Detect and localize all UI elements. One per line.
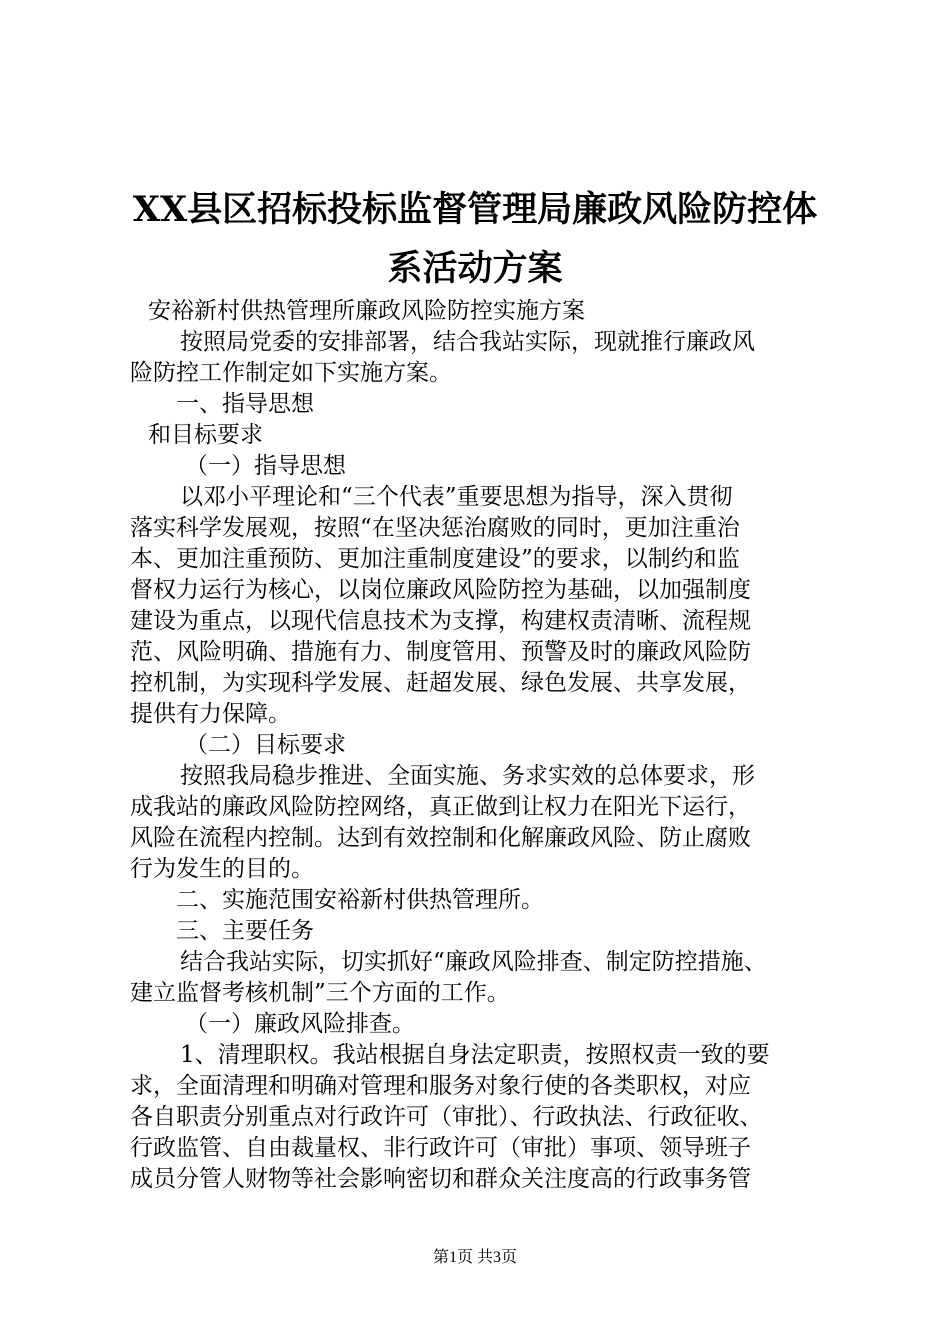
body-line: 落实科学发展观，按照“在坚决惩治腐败的同时，更加注重治	[130, 515, 740, 541]
body-line: 一、指导思想	[176, 391, 314, 417]
body-line: 结合我站实际，切实抓好“廉政风险排查、制定防控措施、	[180, 949, 767, 975]
body-line: 安裕新村供热管理所廉政风险防控实施方案	[148, 298, 585, 324]
body-line: 建立监督考核机制”三个方面的工作。	[130, 980, 510, 1006]
body-line: 成员分管人财物等社会影响密切和群众关注度高的行政事务管	[130, 1166, 751, 1192]
body-line: 风险在流程内控制。达到有效控制和化解廉政风险、防止腐败	[130, 825, 751, 851]
body-line: 范、风险明确、措施有力、制度管用、预警及时的廉政风险防	[130, 639, 751, 665]
body-line: 1、清理职权。我站根据自身法定职责，按照权责一致的要	[180, 1042, 770, 1068]
body-line: （一）指导思想	[185, 453, 346, 479]
body-line: 本、更加注重预防、更加注重制度建设”的要求，以制约和监	[130, 546, 740, 572]
document-title-line-1: XX县区招标投标监督管理局廉政风险防控体	[132, 189, 818, 230]
body-line: 按照局党委的安排部署，结合我站实际，现就推行廉政风	[180, 329, 755, 355]
body-line: 行政监管、自由裁量权、非行政许可（审批）事项、领导班子	[130, 1135, 751, 1161]
body-line: 和目标要求	[148, 422, 263, 448]
body-line: 提供有力保障。	[130, 701, 291, 727]
body-line: 三、主要任务	[176, 918, 314, 944]
body-line: 按照我局稳步推进、全面实施、务求实效的总体要求，形	[180, 763, 755, 789]
body-line: （二）目标要求	[185, 732, 346, 758]
body-line: 二、实施范围安裕新村供热管理所。	[176, 887, 544, 913]
body-line: 督权力运行为核心，以岗位廉政风险防控为基础，以加强制度	[130, 577, 751, 603]
body-line: 控机制，为实现科学发展、赶超发展、绿色发展、共享发展，	[130, 670, 751, 696]
body-line: 建设为重点，以现代信息技术为支撑，构建权责清晰、流程规	[130, 608, 751, 634]
document-body	[130, 296, 830, 1195]
body-line: 成我站的廉政风险防控网络，真正做到让权力在阳光下运行，	[130, 794, 751, 820]
body-line: 以邓小平理论和“三个代表”重要思想为指导，深入贯彻	[180, 484, 733, 510]
body-line: 险防控工作制定如下实施方案。	[130, 360, 452, 386]
body-line: （一）廉政风险排查。	[185, 1011, 415, 1037]
page-footer: 第1页 共3页	[432, 1249, 517, 1266]
document-title-line-2: 系活动方案	[387, 248, 563, 289]
body-line: 求，全面清理和明确对管理和服务对象行使的各类职权，对应	[130, 1073, 751, 1099]
body-line: 行为发生的目的。	[130, 856, 314, 882]
body-line: 各自职责分别重点对行政许可（审批）、行政执法、行政征收、	[130, 1104, 763, 1130]
